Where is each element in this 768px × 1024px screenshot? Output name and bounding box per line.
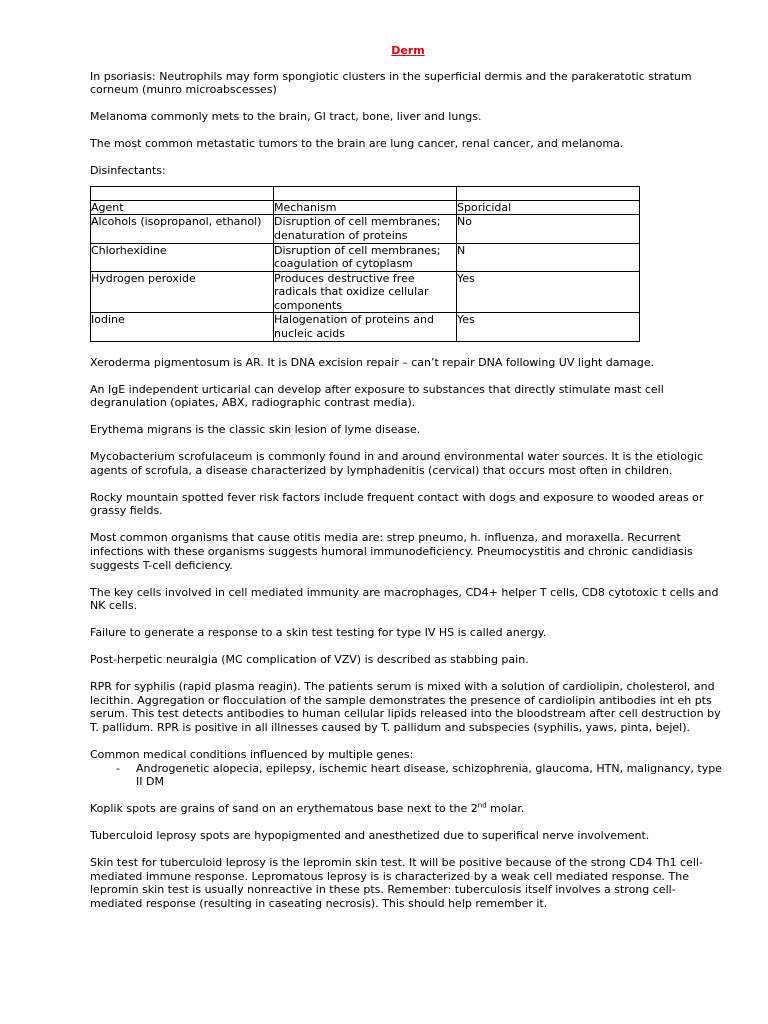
paragraph-rpr: RPR for syphilis (rapid plasma reagin). The patients serum is mixed with a solution of cardiolipin, cholesterol, and lecithin. Aggregation or flocculation of the sample demonstrates the presence of cardiolipin antibodies int eh pts serum. This test detects antibodies to human cellular lipids released into the bloodstream after cell destruction by T. pallidum. RPR is positive in all illnesses caused by T. pallidum and subspecies (syphilis, yaws, pinta, bejel). bbox=[90, 680, 721, 734]
paragraph-brain-mets: The most common metastatic tumors to the brain are lung cancer, renal cancer, and melanoma. bbox=[90, 137, 624, 151]
ordinal-superscript: nd bbox=[477, 801, 487, 810]
table-cell: Yes bbox=[457, 313, 640, 341]
paragraph-neuralgia: Post-herpetic neuralgia (MC complication of VZV) is described as stabbing pain. bbox=[90, 653, 529, 667]
paragraph-tuberculoid: Tuberculoid leprosy spots are hypopigmented and anesthetized due to superifical nerve involvement. bbox=[90, 829, 650, 843]
paragraph-xeroderma: Xeroderma pigmentosum is AR. It is DNA excision repair – can’t repair DNA following UV light damage. bbox=[90, 355, 655, 369]
table-row bbox=[91, 215, 640, 243]
table-cell: Disruption of cell membranes; denaturation of proteins bbox=[274, 215, 457, 243]
table-row bbox=[91, 243, 640, 271]
table-cell: Alcohols (isopropanol, ethanol) bbox=[91, 215, 274, 243]
paragraph-cell-mediated-immunity: The key cells involved in cell mediated immunity are macrophages, CD4+ helper T cells, CD8 cytotoxic t cells and NK cells. bbox=[90, 585, 719, 613]
paragraph-mycobacterium: Mycobacterium scrofulaceum is commonly found in and around environmental water sources. It is the etiologic agents of scrofula, a disease characterized by lymphadenitis (cervical) that occurs most often in children. bbox=[90, 450, 704, 477]
paragraph-anergy: Failure to generate a response to a skin test testing for type IV HS is called anergy. bbox=[90, 626, 547, 640]
table-header-cell: Mechanism bbox=[274, 200, 457, 215]
paragraph-otitis: Most common organisms that cause otitis media are: strep pneumo, h. influenza, and moraxella. Recurrent infections with these organisms suggests humoral immunodeficiency. Pneumocystitis and chronic candidiasis suggests T-cell deficiency. bbox=[90, 531, 693, 572]
paragraph-melanoma: Melanoma commonly mets to the brain, GI tract, bone, liver and lungs. bbox=[90, 110, 482, 124]
table-cell: N bbox=[457, 243, 640, 271]
table-header-cell: Sporicidal bbox=[457, 200, 640, 215]
paragraph-koplik bbox=[90, 802, 726, 816]
table-cell: Yes bbox=[457, 271, 640, 313]
paragraph-lepromin: Skin test for tuberculoid leprosy is the lepromin skin test. It will be positive because of the strong CD4 Th1 cell-mediated immune response. Lepromatous leprosy is is characterized by a weak cell mediated response. The lepromin skin test is usually nonreactive in these pts. Remember: tuberculosis itself involves a strong cell-mediated response (resulting in caseating necrosis). This should help remember it. bbox=[90, 856, 703, 910]
koplik-text: Koplik spots are grains of sand on an erythematous base next to the 2 bbox=[90, 802, 478, 816]
table-cell: Hydrogen peroxide bbox=[91, 271, 274, 313]
table-header-row bbox=[91, 200, 640, 215]
disinfectants-label: Disinfectants: bbox=[90, 164, 166, 178]
koplik-text-end: molar. bbox=[486, 802, 525, 816]
table-row bbox=[91, 313, 640, 341]
table-empty-row bbox=[91, 186, 640, 200]
table-cell: No bbox=[457, 215, 640, 243]
document-page bbox=[90, 44, 726, 924]
paragraph-genes-intro: Common medical conditions influenced by multiple genes: bbox=[90, 747, 414, 761]
table-header-cell: Agent bbox=[91, 200, 274, 215]
table-row bbox=[91, 271, 640, 313]
genes-list bbox=[90, 762, 726, 789]
page-title: Derm bbox=[391, 44, 425, 57]
table-cell: Iodine bbox=[91, 313, 274, 341]
paragraph-psoriasis: In psoriasis: Neutrophils may form spongiotic clusters in the superficial dermis and the parakeratotic stratum corneum (munro microabscesses) bbox=[90, 69, 692, 97]
table-cell: Produces destructive free radicals that oxidize cellular components bbox=[274, 271, 457, 313]
paragraph-erythema: Erythema migrans is the classic skin lesion of lyme disease. bbox=[90, 423, 421, 437]
table-cell: Disruption of cell membranes; coagulation of cytoplasm bbox=[274, 243, 457, 271]
disinfectants-table bbox=[90, 186, 640, 342]
paragraph-rocky-mountain: Rocky mountain spotted fever risk factors include frequent contact with dogs and exposure to wooded areas or grassy fields. bbox=[90, 490, 704, 518]
table-cell: Chlorhexidine bbox=[91, 243, 274, 271]
table-cell: Halogenation of proteins and nucleic acids bbox=[274, 313, 457, 341]
list-item: - Androgenetic alopecia, epilepsy, ischemic heart disease, schizophrenia, glaucoma, HTN, malignancy, type II DM bbox=[110, 762, 726, 789]
paragraph-urticaria: An IgE independent urticarial can develop after exposure to substances that directly stimulate mast cell degranulation (opiates, ABX, radiographic contrast media). bbox=[90, 382, 664, 410]
